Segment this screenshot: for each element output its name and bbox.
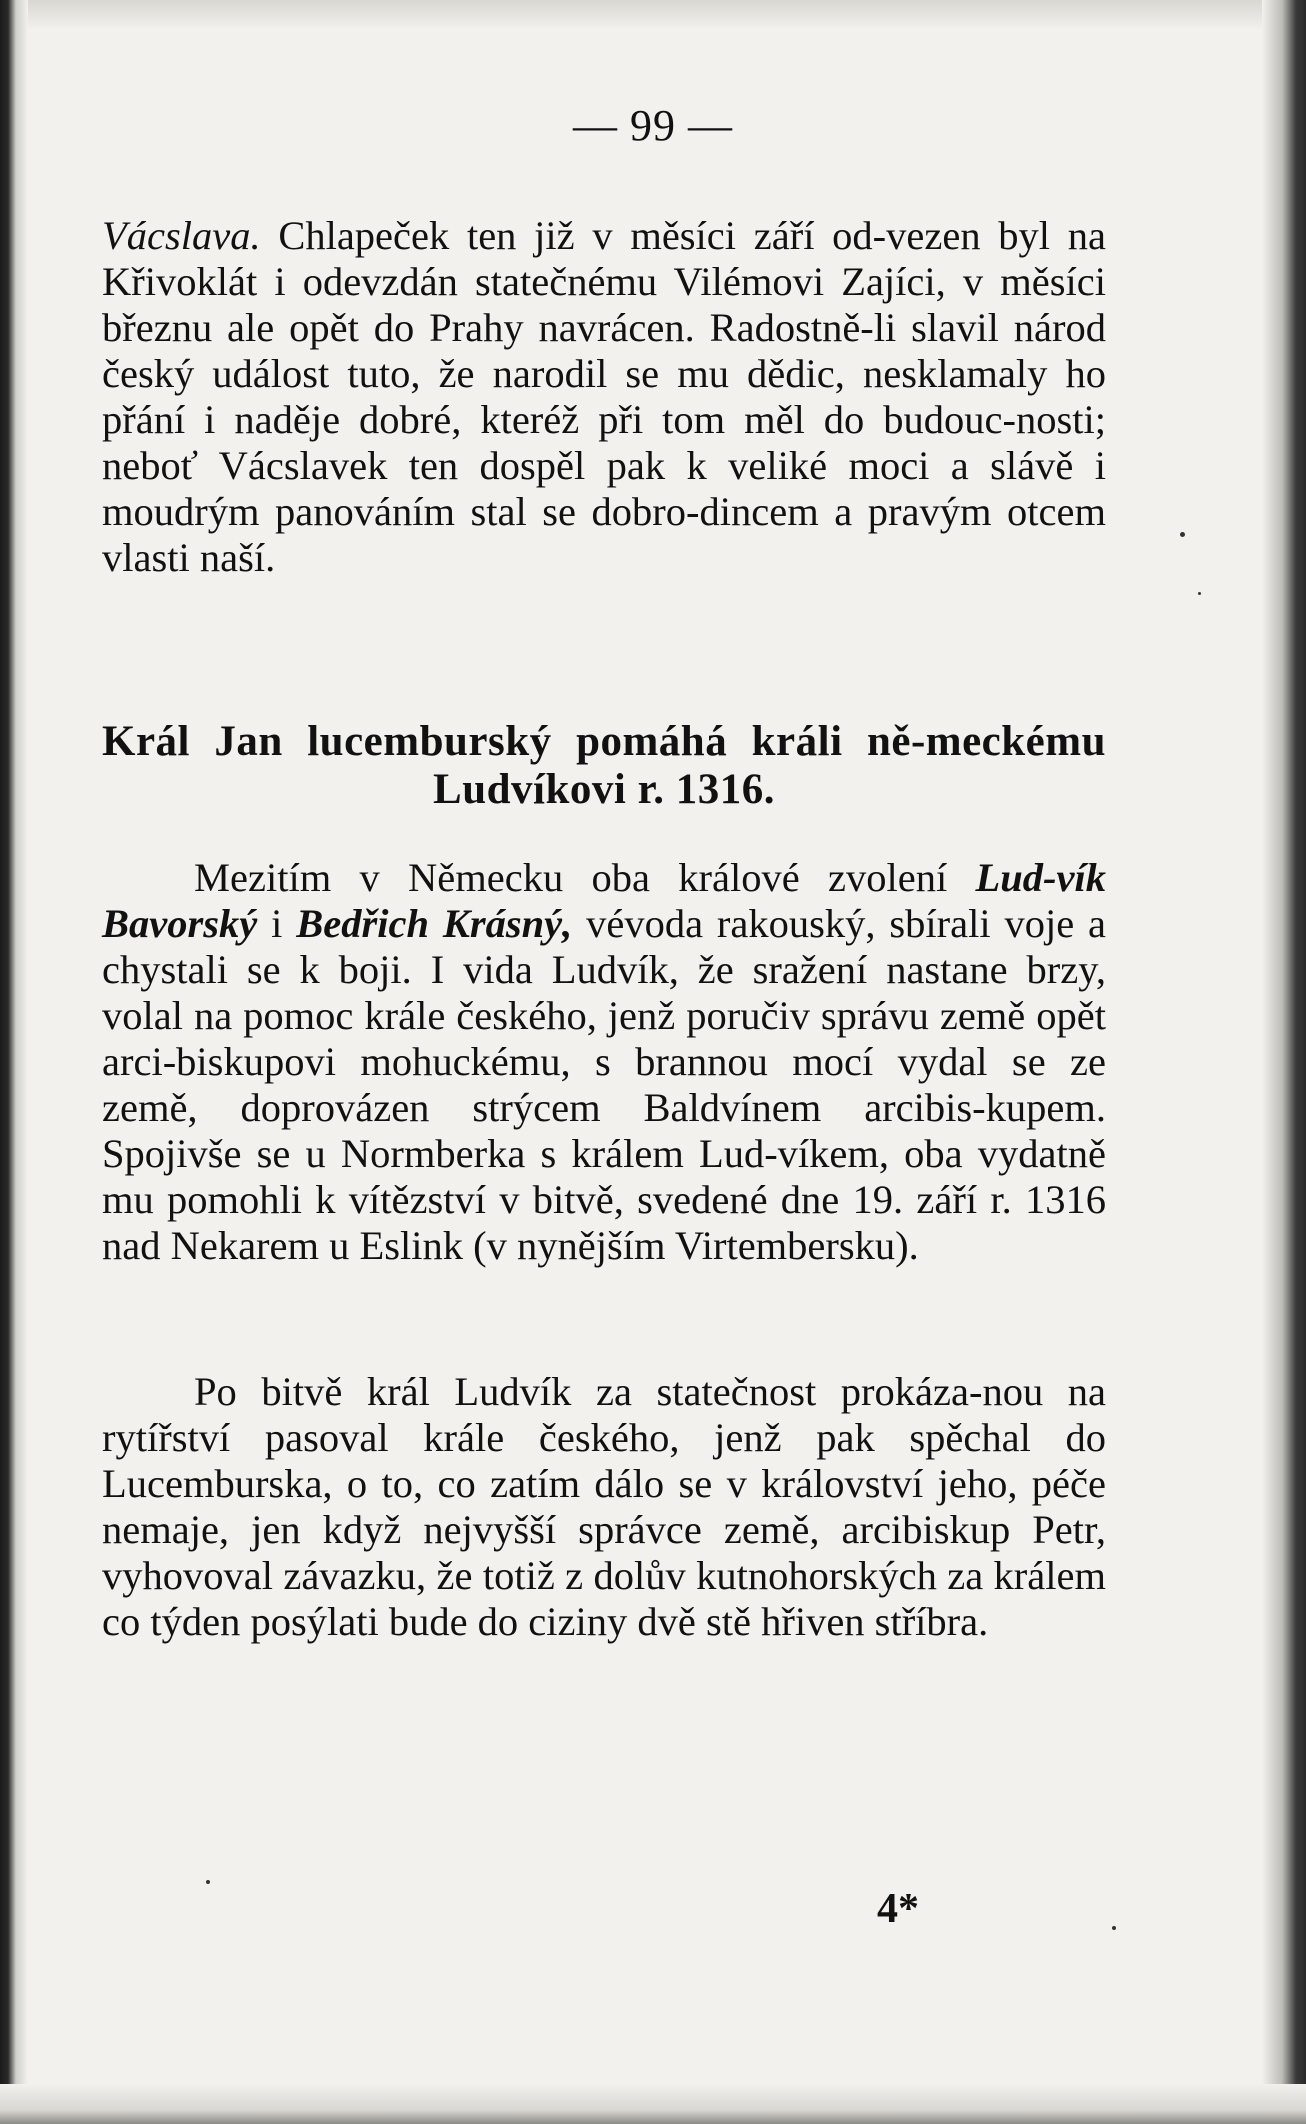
paragraph: Po bitvě král Ludvík za statečnost prokáza-nou na rytířství pasoval krále českého, jenž pak spěchal do Lucemburska, o to, co zatím dálo se v království jeho, péče nemaje, jen když nejvyšší správce země, arcibiskup Petr, vyhovoval závazku, že totiž z dolův kutnohorských za králem co týden posýlati bude do ciziny dvě stě hřiven stříbra. — [102, 1369, 1106, 1644]
page-edge-top — [0, 0, 1306, 30]
page-edge-right — [1262, 0, 1306, 2124]
paragraph-text: vévoda rakouský, sbírali voje a chystali se k boji. I vida Ludvík, že sražení nastane brzy, volal na pomoc krále českého, jenž poručiv správu země opět arci-biskupovi mohuckému, s brannou mocí vydal se ze země, doprovázen strýcem Baldvínem arcibis-kupem. Spojivše se u Normberka s králem Lud-víkem, oba vydatně mu pomohli k vítězství v bitvě, svedené dne 19. září r. 1316 nad Nekarem u Eslink (v nynějším Virtembersku). — [102, 901, 1107, 1268]
page-edge-bottom — [0, 2084, 1306, 2124]
paragraph-lead-word: Vácslava. — [102, 213, 261, 258]
paper-speck — [1180, 532, 1185, 537]
paper-speck — [206, 1880, 210, 1884]
paper-speck — [1112, 1926, 1116, 1930]
page-edge-left — [0, 0, 28, 2124]
paper-speck — [1198, 592, 1201, 595]
page-number: — 99 — — [573, 101, 733, 150]
section-heading: Král Jan lucemburský pomáhá králi ně-meckému Ludvíkovi r. 1316. — [102, 718, 1106, 813]
paragraph-text: i — [257, 901, 297, 946]
printer-signature-mark: 4* — [877, 1886, 919, 1932]
paragraph-text: Chlapeček ten již v měsíci září od-vezen byl na Křivoklát i odevzdán statečnému Vilémovi Zajíci, v měsíci březnu ale opět do Prahy navrácen. Radostně-li slavil národ český událost tuto, že narodil se mu dědic, nesklamaly ho přání i naděje dobré, kteréž při tom měl do budouc-nosti; neboť Vácslavek ten dospěl pak k veliké moci a slávě i moudrým panováním stal se dobro-dincem a pravým otcem vlasti naší. — [102, 213, 1106, 580]
name-ludvik-bavorsky: Lud-vík Bavorský — [102, 855, 1106, 946]
paragraph — [102, 855, 1106, 1269]
paragraph-continuation — [102, 213, 1106, 581]
paragraph-text: Mezitím v Německu oba králové zvolení — [194, 855, 976, 900]
name-bedrich-krasny: Bedřich Krásný, — [296, 901, 573, 946]
